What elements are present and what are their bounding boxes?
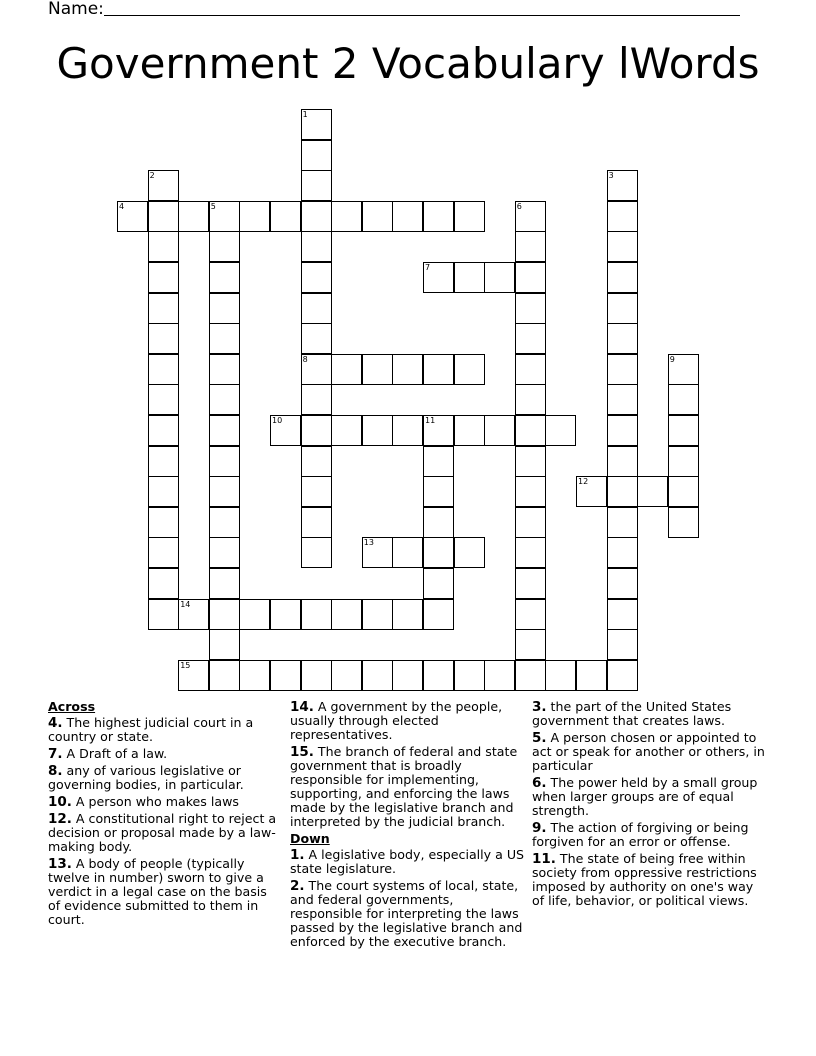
grid-cell[interactable] <box>515 323 546 354</box>
clue-text: The highest judicial court in a country or state. <box>48 715 254 744</box>
clue-item <box>532 700 768 728</box>
clues-column-3 <box>532 700 768 911</box>
clue-num: 8. <box>48 763 63 779</box>
grid-cell[interactable] <box>423 599 454 630</box>
grid-cell[interactable] <box>301 262 332 293</box>
grid-cell[interactable] <box>362 415 393 446</box>
grid-cell[interactable] <box>301 446 332 477</box>
grid-cell[interactable] <box>423 354 454 385</box>
grid-cell[interactable] <box>209 568 240 599</box>
grid-cell[interactable] <box>270 415 301 446</box>
grid-cell[interactable] <box>515 293 546 324</box>
clue-number: 9 <box>669 354 675 364</box>
grid-cell[interactable] <box>148 507 179 538</box>
grid-cell[interactable] <box>607 599 638 630</box>
clue-text: The power held by a small group when larger groups are of equal strength. <box>532 775 758 818</box>
down-heading: Down <box>290 831 330 846</box>
grid-cell[interactable] <box>423 660 454 691</box>
clue-item <box>48 857 280 927</box>
grid-cell[interactable] <box>392 354 423 385</box>
clue-number: 1 <box>302 110 308 119</box>
grid-cell[interactable] <box>607 384 638 415</box>
grid-cell[interactable] <box>607 323 638 354</box>
clue-text: The action of forgiving or being forgiven for an error or offense. <box>532 820 749 849</box>
grid-cell[interactable] <box>362 201 393 232</box>
grid-cell[interactable] <box>515 568 546 599</box>
grid-cell[interactable] <box>331 201 362 232</box>
grid-cell[interactable] <box>454 201 485 232</box>
grid-cell[interactable] <box>515 507 546 538</box>
grid-cell[interactable] <box>209 415 240 446</box>
grid-cell[interactable] <box>454 354 485 385</box>
clue-text: A government by the people, usually through elected representatives. <box>290 699 503 742</box>
grid-cell[interactable] <box>148 446 179 477</box>
grid-cell[interactable] <box>576 660 607 691</box>
grid-cell[interactable] <box>607 415 638 446</box>
clue-text: The court systems of local, state, and federal governments, responsible for interpreting the laws passed by the legislative branch and enforced by the executive branch. <box>290 878 523 949</box>
grid-cell[interactable] <box>423 262 454 293</box>
grid-cell[interactable] <box>148 568 179 599</box>
clue-text: The state of being free within society from oppressive restrictions imposed by authority on one's way of life, behavior, or political views. <box>532 851 757 908</box>
clue-item <box>532 731 768 773</box>
clue-number: 14 <box>180 599 191 609</box>
grid-cell[interactable] <box>392 415 423 446</box>
grid-cell[interactable] <box>301 384 332 415</box>
grid-cell[interactable] <box>668 384 699 415</box>
clue-number: 15 <box>180 660 191 670</box>
grid-cell[interactable] <box>209 201 240 232</box>
grid-cell[interactable] <box>270 599 301 630</box>
grid-cell[interactable] <box>301 599 332 630</box>
grid-cell[interactable] <box>239 599 270 630</box>
grid-cell[interactable] <box>148 201 179 232</box>
grid-cell[interactable] <box>148 354 179 385</box>
grid-cell[interactable] <box>270 660 301 691</box>
grid-cell[interactable] <box>117 201 148 232</box>
clue-item <box>532 852 768 908</box>
grid-cell[interactable] <box>607 293 638 324</box>
grid-cell[interactable] <box>362 599 393 630</box>
grid-cell[interactable] <box>392 537 423 568</box>
grid-cell[interactable] <box>209 507 240 538</box>
grid-cell[interactable] <box>668 446 699 477</box>
grid-cell[interactable] <box>515 629 546 660</box>
clue-num: 1. <box>290 847 305 863</box>
grid-cell[interactable] <box>148 323 179 354</box>
grid-cell[interactable] <box>423 446 454 477</box>
clue-num: 6. <box>532 775 547 791</box>
grid-cell[interactable] <box>515 231 546 262</box>
clue-num: 5. <box>532 730 547 746</box>
grid-cell[interactable] <box>607 507 638 538</box>
clue-number: 11 <box>425 416 436 425</box>
across-clue-list-part-1 <box>48 716 280 927</box>
grid-cell[interactable] <box>392 599 423 630</box>
grid-cell[interactable] <box>178 599 209 630</box>
grid-cell[interactable] <box>239 660 270 691</box>
grid-cell[interactable] <box>209 476 240 507</box>
across-clue-list-part-2 <box>290 700 526 829</box>
down-clue-list-part-2 <box>532 700 768 908</box>
grid-cell[interactable] <box>301 293 332 324</box>
grid-cell[interactable] <box>301 140 332 171</box>
grid-cell[interactable] <box>515 537 546 568</box>
grid-cell[interactable] <box>484 415 515 446</box>
clue-number: 3 <box>608 171 614 181</box>
grid-cell[interactable] <box>331 415 362 446</box>
clue-text: A constitutional right to reject a decision or proposal made by a law-making body. <box>48 811 277 854</box>
clue-item <box>48 747 280 761</box>
grid-cell[interactable] <box>209 293 240 324</box>
grid-cell[interactable] <box>301 537 332 568</box>
clue-number: 12 <box>578 477 589 487</box>
grid-cell[interactable] <box>607 354 638 385</box>
grid-cell[interactable] <box>423 568 454 599</box>
grid-cell[interactable] <box>301 231 332 262</box>
grid-cell[interactable] <box>607 537 638 568</box>
grid-cell[interactable] <box>607 629 638 660</box>
grid-cell[interactable] <box>209 629 240 660</box>
grid-cell[interactable] <box>209 354 240 385</box>
grid-cell[interactable] <box>607 231 638 262</box>
grid-cell[interactable] <box>423 201 454 232</box>
grid-cell[interactable] <box>209 323 240 354</box>
grid-cell[interactable] <box>607 568 638 599</box>
clue-text: A legislative body, especially a US state legislature. <box>290 847 525 876</box>
grid-cell[interactable] <box>301 170 332 201</box>
grid-cell[interactable] <box>209 262 240 293</box>
grid-cell[interactable] <box>515 599 546 630</box>
grid-cell[interactable] <box>515 384 546 415</box>
grid-cell[interactable] <box>545 415 576 446</box>
clue-text: A Draft of a law. <box>62 746 168 761</box>
across-heading: Across <box>48 699 96 714</box>
clue-num: 4. <box>48 715 63 731</box>
clue-number: 8 <box>302 354 308 364</box>
grid-cell[interactable] <box>668 415 699 446</box>
grid-cell[interactable] <box>423 507 454 538</box>
grid-cell[interactable] <box>515 354 546 385</box>
grid-cell[interactable] <box>148 599 179 630</box>
clue-item <box>290 879 526 949</box>
grid-cell[interactable] <box>607 262 638 293</box>
clue-num: 9. <box>532 820 547 836</box>
grid-cell[interactable] <box>454 537 485 568</box>
clue-number: 5 <box>210 201 216 211</box>
grid-cell[interactable] <box>362 537 393 568</box>
clue-num: 14. <box>290 699 314 715</box>
grid-cell[interactable] <box>423 415 454 446</box>
clues-column-1 <box>48 700 280 930</box>
grid-cell[interactable] <box>362 660 393 691</box>
clue-num: 13. <box>48 856 72 872</box>
clue-number: 6 <box>516 201 522 211</box>
grid-cell[interactable] <box>148 537 179 568</box>
down-clue-list-part-1 <box>290 848 526 949</box>
clue-item <box>290 700 526 742</box>
grid-cell[interactable] <box>209 446 240 477</box>
grid-cell[interactable] <box>301 354 332 385</box>
clue-item <box>48 795 280 809</box>
grid-cell[interactable] <box>515 201 546 232</box>
clue-num: 12. <box>48 811 72 827</box>
grid-cell[interactable] <box>331 660 362 691</box>
grid-cell[interactable] <box>454 660 485 691</box>
clue-text: the part of the United States government that creates laws. <box>532 699 732 728</box>
grid-cell[interactable] <box>209 599 240 630</box>
clue-item <box>532 776 768 818</box>
grid-cell[interactable] <box>637 476 668 507</box>
grid-cell[interactable] <box>515 660 546 691</box>
grid-cell[interactable] <box>668 507 699 538</box>
grid-cell[interactable] <box>607 446 638 477</box>
clue-num: 3. <box>532 699 547 715</box>
grid-cell[interactable] <box>423 537 454 568</box>
grid-cell[interactable] <box>515 262 546 293</box>
grid-cell[interactable] <box>209 231 240 262</box>
clue-num: 15. <box>290 744 314 760</box>
grid-cell[interactable] <box>484 262 515 293</box>
grid-cell[interactable] <box>423 476 454 507</box>
grid-cell[interactable] <box>148 293 179 324</box>
clue-item <box>48 812 280 854</box>
grid-cell[interactable] <box>668 354 699 385</box>
grid-cell[interactable] <box>239 201 270 232</box>
clue-item <box>48 764 280 792</box>
grid-cell[interactable] <box>301 415 332 446</box>
grid-cell[interactable] <box>392 201 423 232</box>
grid-cell[interactable] <box>270 201 301 232</box>
grid-cell[interactable] <box>301 507 332 538</box>
grid-cell[interactable] <box>148 262 179 293</box>
clue-text: The branch of federal and state government that is broadly responsible for implementing, supporting, and enforcing the laws made by the legislative branch and interpreted by the judicial branch. <box>290 744 518 829</box>
clue-num: 11. <box>532 851 556 867</box>
clue-item <box>290 848 526 876</box>
page-title: Government 2 Vocabulary lWords <box>56 39 760 88</box>
grid-cell[interactable] <box>148 415 179 446</box>
grid-cell[interactable] <box>607 201 638 232</box>
grid-cell[interactable] <box>515 415 546 446</box>
grid-cell[interactable] <box>301 476 332 507</box>
grid-cell[interactable] <box>331 599 362 630</box>
clue-item <box>48 716 280 744</box>
grid-cell[interactable] <box>178 660 209 691</box>
clue-number: 10 <box>272 416 283 425</box>
grid-cell[interactable] <box>392 660 423 691</box>
grid-cell[interactable] <box>362 354 393 385</box>
grid-cell[interactable] <box>301 109 332 140</box>
grid-cell[interactable] <box>515 476 546 507</box>
clue-text: any of various legislative or governing bodies, in particular. <box>48 763 244 792</box>
clue-num: 7. <box>48 746 63 762</box>
grid-cell[interactable] <box>576 476 607 507</box>
clue-num: 2. <box>290 878 305 894</box>
grid-cell[interactable] <box>515 446 546 477</box>
clue-item <box>290 745 526 829</box>
grid-cell[interactable] <box>148 231 179 262</box>
grid-cell[interactable] <box>148 384 179 415</box>
clue-text: A person chosen or appointed to act or speak for another or others, in particular <box>532 730 765 773</box>
clues-column-2 <box>290 700 526 952</box>
grid-cell[interactable] <box>301 323 332 354</box>
grid-cell[interactable] <box>209 537 240 568</box>
clue-text: A person who makes laws <box>71 794 239 809</box>
grid-cell[interactable] <box>607 170 638 201</box>
grid-cell[interactable] <box>209 384 240 415</box>
clue-num: 10. <box>48 794 72 810</box>
grid-cell[interactable] <box>545 660 576 691</box>
clue-text: A body of people (typically twelve in number) sworn to give a verdict in a legal case on the basis of evidence submitted to them in court. <box>48 856 267 927</box>
grid-cell[interactable] <box>301 660 332 691</box>
clue-number: 2 <box>149 171 155 181</box>
grid-cell[interactable] <box>331 354 362 385</box>
grid-cell[interactable] <box>178 201 209 232</box>
name-label: Name: <box>48 0 104 19</box>
grid-cell[interactable] <box>607 660 638 691</box>
grid-cell[interactable] <box>607 476 638 507</box>
grid-cell[interactable] <box>148 476 179 507</box>
grid-cell[interactable] <box>209 660 240 691</box>
grid-cell[interactable] <box>301 201 332 232</box>
clue-number: 13 <box>363 538 374 548</box>
clue-item <box>532 821 768 849</box>
grid-cell[interactable] <box>668 476 699 507</box>
grid-cell[interactable] <box>484 660 515 691</box>
grid-cell[interactable] <box>454 415 485 446</box>
clue-number: 7 <box>425 263 431 272</box>
clue-number: 4 <box>119 201 125 211</box>
grid-cell[interactable] <box>454 262 485 293</box>
grid-cell[interactable] <box>148 170 179 201</box>
